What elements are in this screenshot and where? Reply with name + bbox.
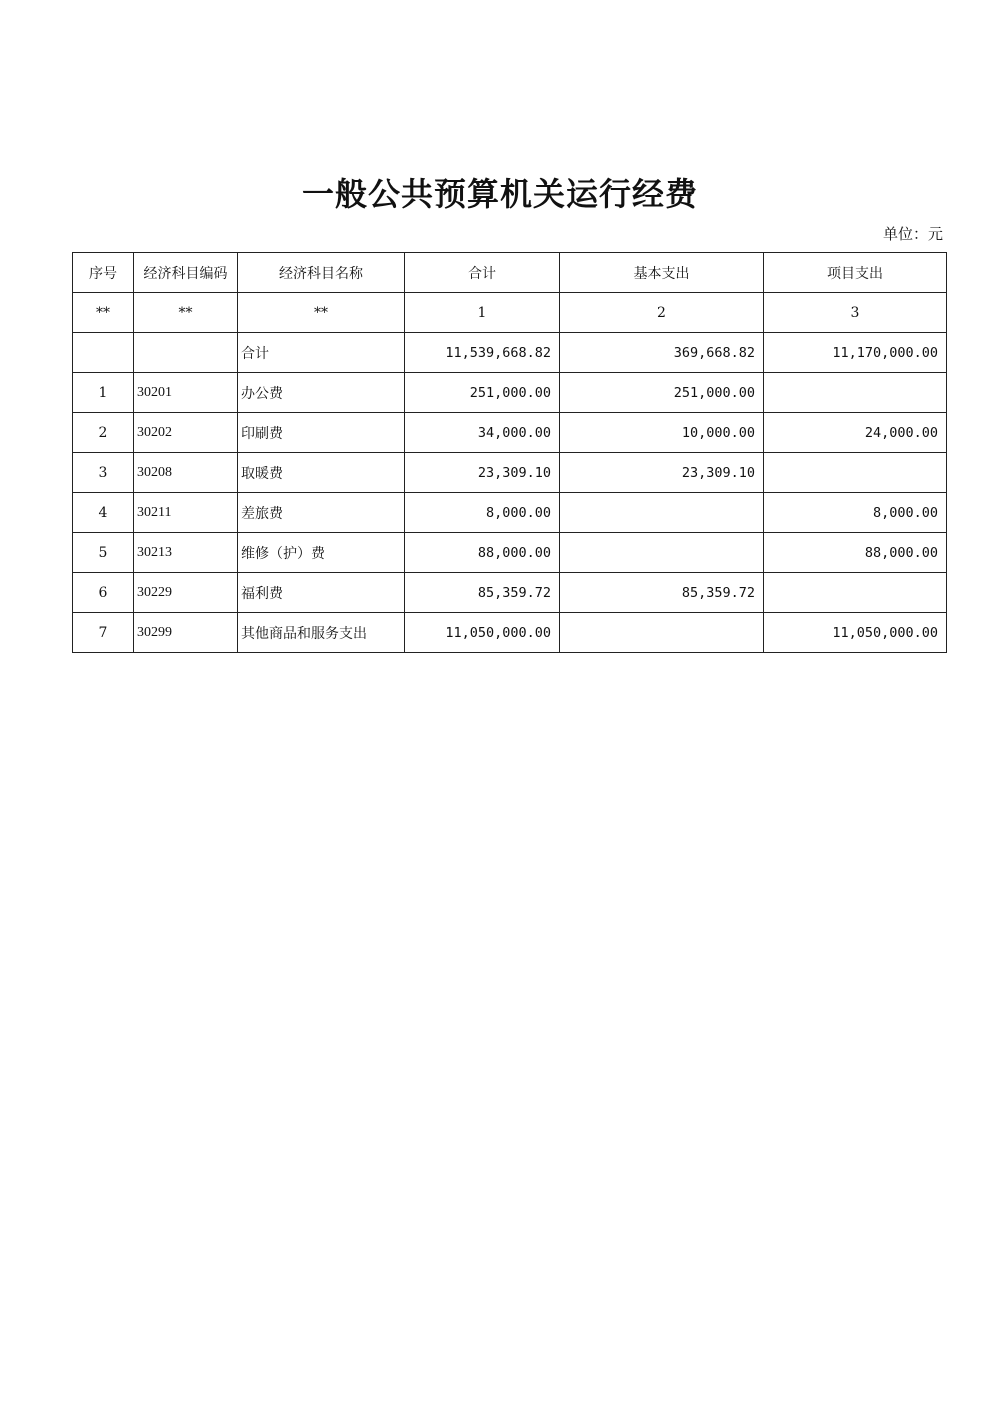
row-total: 11,050,000.00 (405, 613, 560, 653)
index-cell: 2 (560, 293, 764, 333)
table-row (73, 373, 947, 413)
row-project: 24,000.00 (764, 413, 947, 453)
row-name: 印刷费 (238, 413, 405, 453)
index-cell: ** (73, 293, 134, 333)
budget-table (72, 252, 947, 653)
row-name: 差旅费 (238, 493, 405, 533)
row-seq: 1 (73, 373, 134, 413)
row-seq: 3 (73, 453, 134, 493)
total-seq (73, 333, 134, 373)
row-project: 11,050,000.00 (764, 613, 947, 653)
row-project (764, 453, 947, 493)
total-project: 11,170,000.00 (764, 333, 947, 373)
row-basic: 85,359.72 (560, 573, 764, 613)
row-total: 88,000.00 (405, 533, 560, 573)
index-cell: 1 (405, 293, 560, 333)
table-row (73, 453, 947, 493)
row-name: 取暖费 (238, 453, 405, 493)
row-total: 23,309.10 (405, 453, 560, 493)
row-seq: 2 (73, 413, 134, 453)
index-row (73, 293, 947, 333)
row-basic: 10,000.00 (560, 413, 764, 453)
total-name: 合计 (238, 333, 405, 373)
row-project: 8,000.00 (764, 493, 947, 533)
row-name: 办公费 (238, 373, 405, 413)
row-code: 30208 (134, 453, 238, 493)
index-cell: 3 (764, 293, 947, 333)
row-code: 30211 (134, 493, 238, 533)
table-row (73, 493, 947, 533)
row-project: 88,000.00 (764, 533, 947, 573)
row-basic (560, 533, 764, 573)
row-code: 30299 (134, 613, 238, 653)
unit-label: 单位：元 (882, 225, 943, 243)
header-seq: 序号 (73, 253, 134, 293)
table-row (73, 573, 947, 613)
total-row (73, 333, 947, 373)
row-total: 34,000.00 (405, 413, 560, 453)
row-total: 8,000.00 (405, 493, 560, 533)
total-code (134, 333, 238, 373)
row-name: 福利费 (238, 573, 405, 613)
row-code: 30201 (134, 373, 238, 413)
index-cell: ** (238, 293, 405, 333)
header-code: 经济科目编码 (134, 253, 238, 293)
total-amount: 11,539,668.82 (405, 333, 560, 373)
row-project (764, 373, 947, 413)
row-name: 其他商品和服务支出 (238, 613, 405, 653)
row-seq: 7 (73, 613, 134, 653)
header-basic: 基本支出 (560, 253, 764, 293)
header-row (73, 253, 947, 293)
row-code: 30202 (134, 413, 238, 453)
row-name: 维修（护）费 (238, 533, 405, 573)
row-basic (560, 493, 764, 533)
row-code: 30213 (134, 533, 238, 573)
table-row (73, 533, 947, 573)
row-total: 85,359.72 (405, 573, 560, 613)
row-seq: 6 (73, 573, 134, 613)
table-row (73, 413, 947, 453)
row-basic: 251,000.00 (560, 373, 764, 413)
row-project (764, 573, 947, 613)
header-name: 经济科目名称 (238, 253, 405, 293)
page-title: 一般公共预算机关运行经费 (301, 175, 698, 213)
header-total: 合计 (405, 253, 560, 293)
total-basic: 369,668.82 (560, 333, 764, 373)
row-seq: 5 (73, 533, 134, 573)
row-basic (560, 613, 764, 653)
header-project: 项目支出 (764, 253, 947, 293)
index-cell: ** (134, 293, 238, 333)
row-code: 30229 (134, 573, 238, 613)
row-basic: 23,309.10 (560, 453, 764, 493)
table-row (73, 613, 947, 653)
row-seq: 4 (73, 493, 134, 533)
row-total: 251,000.00 (405, 373, 560, 413)
